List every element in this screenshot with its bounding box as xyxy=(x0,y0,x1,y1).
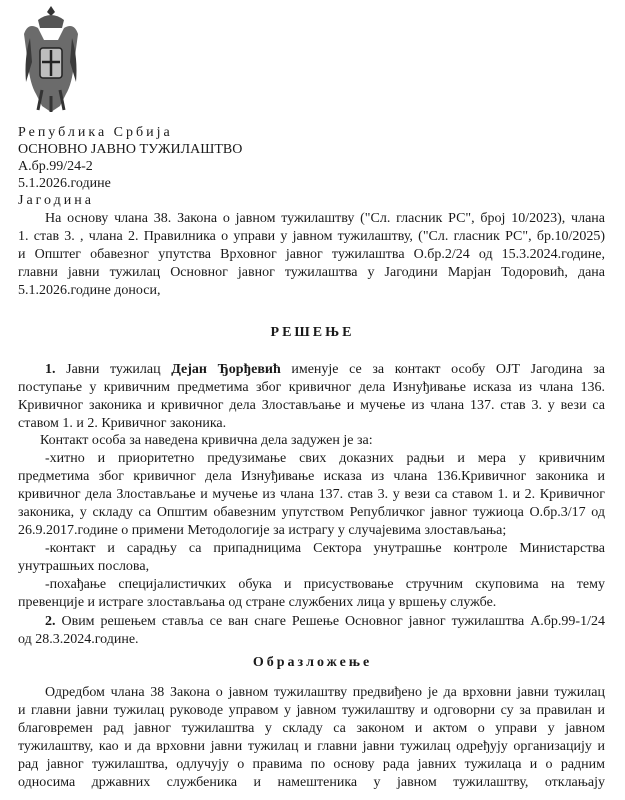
intro-paragraph-line: 5.1.2026.године доноси, xyxy=(18,283,161,298)
header-date: 5.1.2026.године xyxy=(18,176,111,191)
reasoning-line: и главни јавни тужилац руководе управом у јавном тужилаштву и одговорни су за правилан и xyxy=(18,703,605,718)
item-number: 1. xyxy=(45,362,56,377)
duty-line: превенције и истраге злостављања од стране службених лица у вршењу службе. xyxy=(18,595,497,610)
intro-paragraph-line: 1. став 3. , члана 2. Правилника о управи у јавном тужилаштву, ("Сл. гласник РС", бр.10/2025) xyxy=(18,229,605,244)
item2-line: од 28.3.2024.године. xyxy=(18,632,139,647)
reasoning-title: Образложење xyxy=(252,655,373,670)
reasoning-line: односима државних службеника и намештеника у јавном тужилаштву, отклањају xyxy=(18,775,605,790)
duty-line: унутрашњих послова, xyxy=(18,559,150,574)
item1-line: поступање у кривичним предметима због кривичног дела Изнуђивање исказа из члана 136. xyxy=(18,380,605,395)
text: Овим решењем ставља се ван снаге Решење Основног јавног тужилаштва А.бр.99-1/24 xyxy=(55,614,605,629)
reasoning-line: благовремен рад јавног тужилаштва у складу са законом и актом о управи у јавном xyxy=(18,721,605,736)
item1-line: ставом 1. и 2. Кривичног законика. xyxy=(18,416,227,431)
reasoning-line: Одредбом члана 38 Закона о јавном тужилаштву предвиђено је да врховни јавни тужилац xyxy=(45,685,605,700)
intro-paragraph-line: На основу члана 38. Закона о јавном тужилаштву ("Сл. гласник РС", број 10/2023), члана xyxy=(45,211,605,226)
duty-line: 26.9.2017.године о примени Методологије за истрагу у случајевима злостављања; xyxy=(18,523,507,538)
header-office: ОСНОВНО ЈАВНО ТУЖИЛАШТВО xyxy=(18,142,243,157)
item2-first-line xyxy=(45,613,605,631)
duties-intro: Контакт особа за наведена кривична дела задужен је за: xyxy=(40,433,373,448)
duty-line: кривичног дела Злостављање и мучење из члана 137. став 3. у вези са ставом 1. и 2. Кривичног xyxy=(18,487,605,502)
reasoning-line: рад јавног тужилаштва, одлучују о правима по основу рада јавних тужилаца и о радним xyxy=(18,757,605,772)
intro-paragraph-line: и Општег обавезног упутства Врховног јавног тужилаштва О.бр.2/24 од 15.3.2024.године, xyxy=(18,247,605,262)
coat-of-arms-emblem xyxy=(20,4,82,116)
decision-title: РЕШЕЊЕ xyxy=(270,325,355,340)
item-number: 2. xyxy=(45,614,56,629)
intro-paragraph-line: главни јавни тужилац Основног јавног тужилаштва у Јагодини Марјан Тодоровић, дана xyxy=(18,265,605,280)
header-country: Република Србија xyxy=(18,125,173,140)
header-city: Јагодина xyxy=(18,193,94,208)
prosecutor-name: Дејан Ђорђевић xyxy=(171,362,281,377)
item1-first-line xyxy=(45,361,605,379)
duty-line: -хитно и приоритетно предузимање свих доказних радњи и мера у кривичним xyxy=(45,451,605,466)
text: Јавни тужилац xyxy=(55,362,172,377)
duty-line: законика, у складу са Општим обавезним упутством Републичког јавног тужиоца О.бр.3/17 од xyxy=(18,505,605,520)
duty-line: предметима због кривичног дела Изнуђивање исказа из члана 136.Кривичног законика и xyxy=(18,469,605,484)
reasoning-line: тужилаштву, као и да врховни јавни тужилац и главни јавни тужилац одређују организацију и xyxy=(18,739,605,754)
duty-line: -похађање специјалистичких обука и присуствовање стручним скуповима на тему xyxy=(45,577,605,592)
duty-line: -контакт и сарадњу са припадницима Сектора унутрашње контроле Министарства xyxy=(45,541,605,556)
text: именује се за контакт особу ОЈТ Јагодина за xyxy=(280,362,605,377)
item1-line: Кривичног законика и кривичног дела Злостављање и мучење из члана 137. став 3. у вези са xyxy=(18,398,605,413)
header-ref: А.бр.99/24-2 xyxy=(18,159,93,174)
